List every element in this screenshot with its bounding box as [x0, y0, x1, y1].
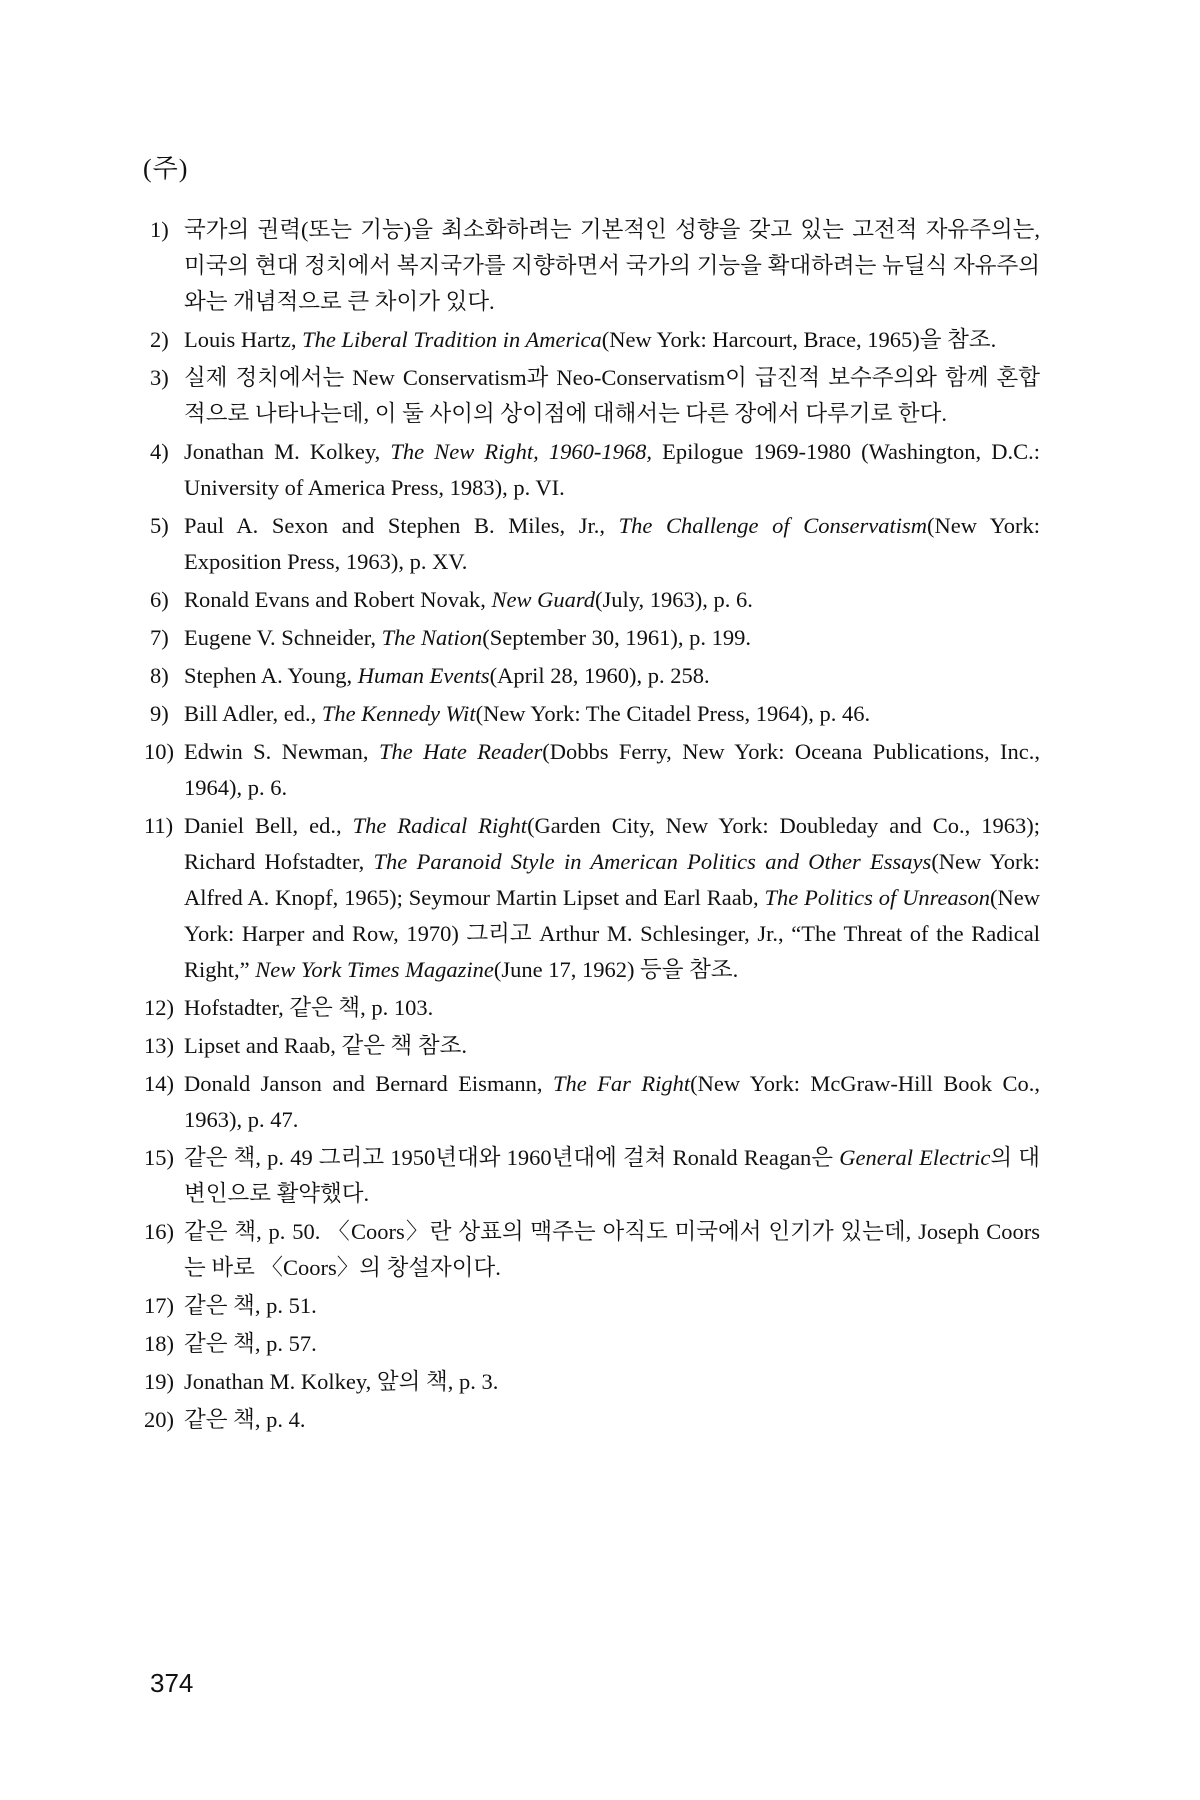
text-segment: 같은 책, p. 49 그리고 1950년대와 1960년대에 걸쳐 Ronald Reagan은: [184, 1145, 840, 1170]
footnote-text: [184, 808, 1040, 988]
text-segment: 의 대변인으로 활약했다.: [184, 1145, 1040, 1206]
footnote-number: 15): [144, 1145, 174, 1170]
footnote: [144, 1140, 1040, 1212]
italic-title: The Kennedy Wit: [321, 701, 476, 726]
footnote-list: [144, 212, 1041, 1440]
text-segment: Bill Adler, ed.,: [184, 701, 322, 726]
footnote-text: [184, 1214, 1040, 1286]
text-segment: Epilogue 1969-1980 (Washington, D.C.: University of America Press, 1983), p. VI.: [184, 439, 1040, 500]
text-segment: 실제 정치에서는 New Conservatism과 Neo-Conservatism이 급진적 보수주의와 함께 혼합적으로 나타나는데, 이 둘 사이의 상이점에 대해서는 다른 장에서 다루기로 한다.: [184, 365, 1040, 426]
footnote-text: [184, 1402, 1040, 1438]
footnote-text: [184, 1326, 1040, 1362]
footnote: [144, 1028, 1040, 1064]
footnote: [144, 990, 1040, 1026]
italic-title: New York Times Magazine: [255, 957, 494, 982]
text-segment: (New York: McGraw-Hill Book Co., 1963), p. 47.: [184, 1071, 1040, 1132]
footnote: [144, 1402, 1040, 1438]
footnote-number: 6): [150, 587, 169, 612]
footnote: [144, 734, 1040, 806]
footnote-text: [184, 434, 1040, 506]
footnote-number: 19): [144, 1369, 174, 1394]
text-segment: Daniel Bell, ed.,: [184, 813, 353, 838]
footnote-number: 3): [150, 365, 169, 390]
footnote: [150, 582, 1040, 618]
text-segment: 같은 책, p. 50. 〈Coors〉란 상표의 맥주는 아직도 미국에서 인기가 있는데, Joseph Coors는 바로 〈Coors〉의 창설자이다.: [184, 1219, 1040, 1280]
footnote: [144, 1288, 1040, 1324]
italic-title: The New Right, 1960-1968,: [390, 439, 652, 464]
text-segment: (New York: Harcourt, Brace, 1965)을 참조.: [601, 327, 997, 352]
notes-heading: (주): [143, 154, 189, 183]
italic-title: The Liberal Tradition in America: [302, 327, 602, 352]
text-segment: Paul A. Sexon and Stephen B. Miles, Jr.,: [184, 513, 619, 538]
text-segment: (Garden City, New York: Doubleday and Co., 1963); Richard Hofstadter,: [184, 813, 1041, 874]
italic-title: The Hate Reader: [378, 739, 543, 764]
footnote-number: 8): [150, 663, 169, 688]
footnote-text: [184, 212, 1040, 320]
footnote: [144, 1326, 1040, 1362]
text-segment: (April 28, 1960), p. 258.: [489, 663, 710, 688]
footnote-text: [184, 582, 1040, 618]
footnote: [150, 620, 1040, 656]
text-segment: Eugene V. Schneider,: [184, 625, 382, 650]
italic-title: New Guard: [491, 587, 595, 612]
text-segment: Ronald Evans and Robert Novak,: [184, 587, 492, 612]
footnote-number: 2): [150, 327, 169, 352]
footnote-number: 11): [144, 813, 174, 838]
italic-title: The Far Right: [553, 1071, 691, 1096]
footnote-number: 1): [150, 217, 169, 242]
footnote-text: [184, 1288, 1040, 1324]
italic-title: The Radical Right: [352, 813, 528, 838]
text-segment: 같은 책, p. 51.: [184, 1293, 317, 1318]
text-segment: (New York: The Citadel Press, 1964), p. 46.: [475, 701, 871, 726]
footnote-text: [184, 1364, 1040, 1400]
footnote-number: 5): [150, 513, 169, 538]
footnote-text: [184, 1028, 1040, 1064]
footnote-number: 16): [144, 1219, 174, 1244]
footnote-number: 17): [144, 1293, 174, 1318]
text-segment: Donald Janson and Bernard Eismann,: [184, 1071, 553, 1096]
footnote-text: [184, 1066, 1040, 1138]
footnote-number: 4): [150, 439, 169, 464]
footnote: [150, 696, 1040, 732]
text-segment: (September 30, 1961), p. 199.: [482, 625, 751, 650]
text-segment: Edwin S. Newman,: [184, 739, 379, 764]
text-segment: Jonathan M. Kolkey, 앞의 책, p. 3.: [184, 1369, 499, 1394]
footnote-text: [184, 734, 1040, 806]
text-segment: 같은 책, p. 4.: [184, 1407, 306, 1432]
footnote: [144, 1214, 1040, 1286]
text-segment: Jonathan M. Kolkey,: [184, 439, 391, 464]
text-segment: (New York: Harper and Row, 1970) 그리고 Arthur M. Schlesinger, Jr., “The Threat of the Radical Right,”: [184, 885, 1040, 982]
footnote-text: [184, 322, 1040, 358]
footnote: [150, 212, 1040, 320]
footnote-number: 18): [144, 1331, 174, 1356]
footnote-number: 14): [144, 1071, 174, 1096]
italic-title: The Paranoid Style in American Politics and Other Essays: [373, 849, 932, 874]
footnote: [150, 434, 1040, 506]
footnote-number: 7): [150, 625, 169, 650]
footnote: [144, 808, 1040, 988]
text-segment: (July, 1963), p. 6.: [595, 587, 753, 612]
italic-title: The Politics of Unreason: [764, 885, 991, 910]
text-segment: (New York: Exposition Press, 1963), p. XV.: [184, 513, 1040, 574]
text-segment: (Dobbs Ferry, New York: Oceana Publications, Inc., 1964), p. 6.: [184, 739, 1040, 800]
page-number: 374: [150, 1668, 194, 1698]
text-segment: (June 17, 1962) 등을 참조.: [493, 957, 739, 982]
italic-title: Human Events: [357, 663, 490, 688]
italic-title: The Nation: [381, 625, 483, 650]
footnote-text: [184, 696, 1040, 732]
footnote: [150, 322, 1040, 358]
footnote: [144, 1066, 1040, 1138]
footnote: [150, 508, 1040, 580]
footnote-text: [184, 1140, 1040, 1212]
footnote: [144, 1364, 1040, 1400]
footnote-number: 9): [150, 701, 169, 726]
text-segment: Stephen A. Young,: [184, 663, 358, 688]
italic-title: The Challenge of Conservatism: [618, 513, 927, 538]
footnote-number: 20): [144, 1407, 174, 1432]
footnote-text: [184, 508, 1040, 580]
footnote-text: [184, 658, 1040, 694]
text-segment: Louis Hartz,: [184, 327, 303, 352]
text-segment: (New York: Alfred A. Knopf, 1965); Seymour Martin Lipset and Earl Raab,: [184, 849, 1041, 910]
footnote: [150, 658, 1040, 694]
text-segment: Hofstadter, 같은 책, p. 103.: [184, 995, 434, 1020]
text-segment: 국가의 권력(또는 기능)을 최소화하려는 기본적인 성향을 갖고 있는 고전적 자유주의는, 미국의 현대 정치에서 복지국가를 지향하면서 국가의 기능을 확대하려는 뉴딜식 자유주의와는 개념적으로 큰 차이가 있다.: [184, 217, 1040, 314]
footnote-text: [184, 620, 1040, 656]
footnote-number: 10): [144, 739, 174, 764]
footnote-text: [184, 360, 1040, 432]
text-segment: Lipset and Raab, 같은 책 참조.: [184, 1033, 468, 1058]
footnote-number: 12): [144, 995, 174, 1020]
footnote-number: 13): [144, 1033, 174, 1058]
footnote-text: [184, 990, 1040, 1026]
italic-title: General Electric: [839, 1145, 991, 1170]
text-segment: 같은 책, p. 57.: [184, 1331, 317, 1356]
footnote: [150, 360, 1040, 432]
